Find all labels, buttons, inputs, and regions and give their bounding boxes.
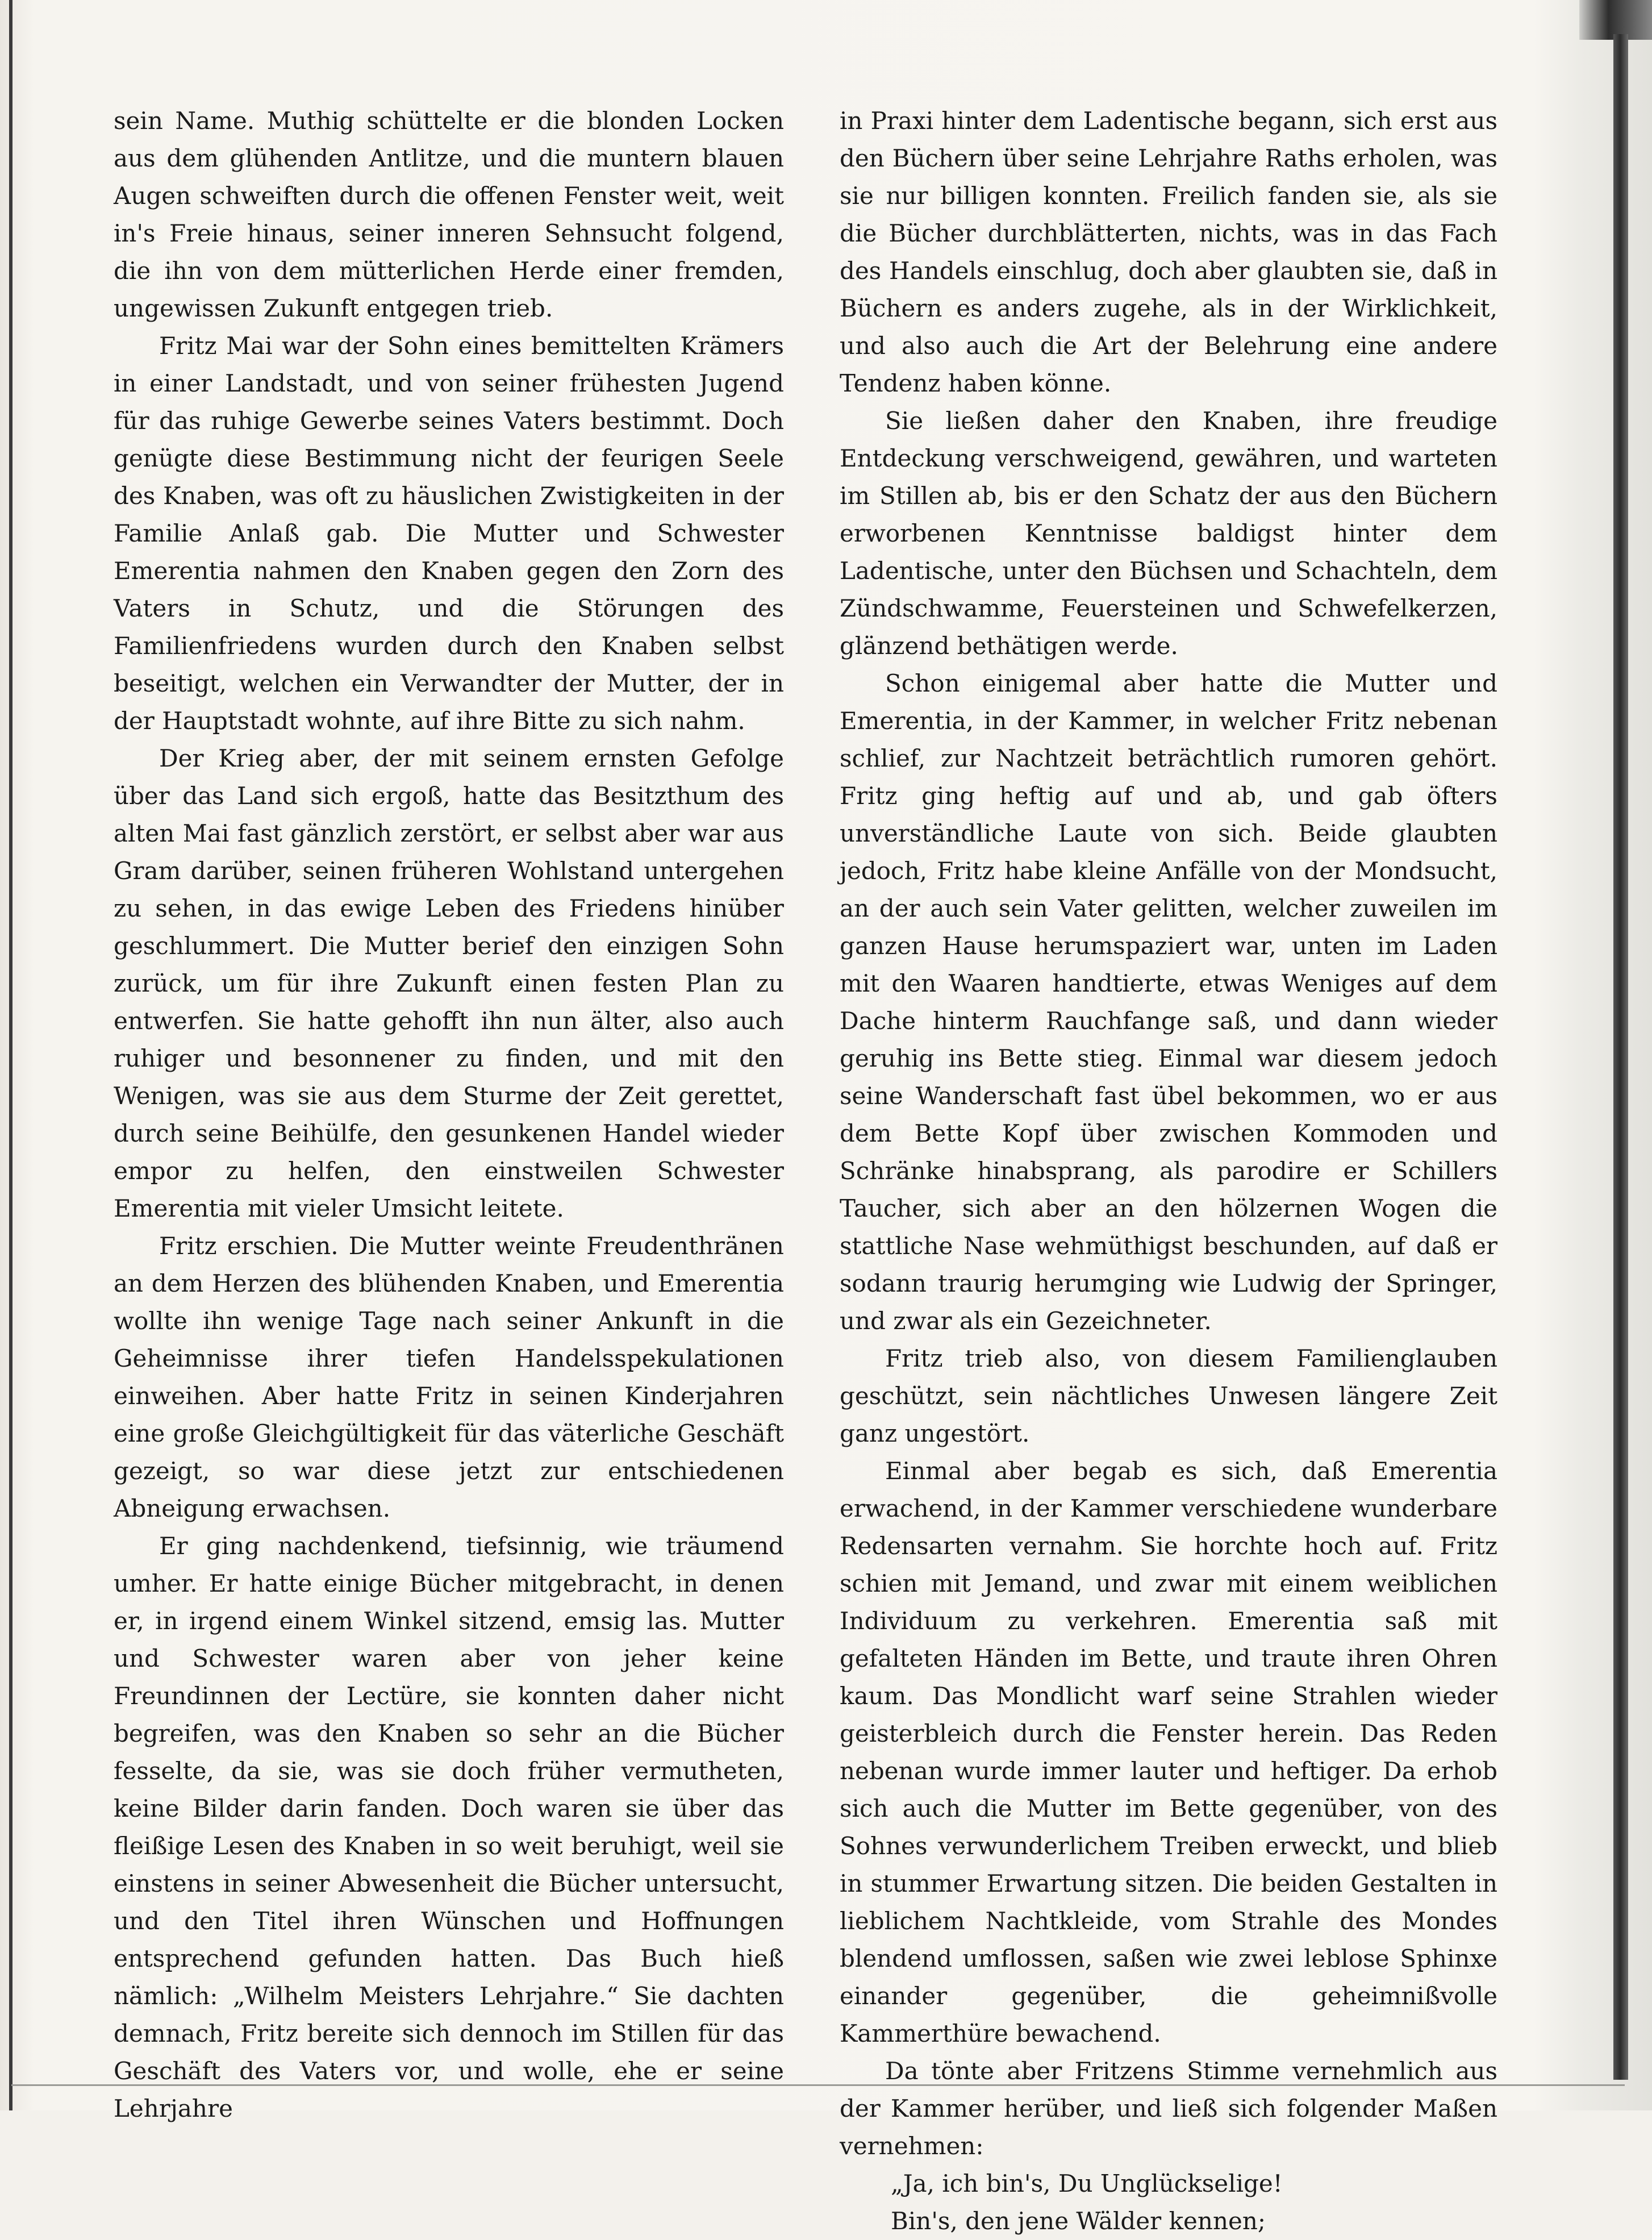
left-text-column: [114, 102, 784, 2127]
paragraph: Fritz erschien. Die Mutter weinte Freudenthränen an dem Herzen des blühenden Knaben, und Emerentia wollte ihn wenige Tage nach seiner Ankunft in die Geheimnisse ihrer tiefen Handelsspekulationen einweihen. Aber hatte Fritz in seinen Kinderjahren eine große Gleichgültigkeit für das väterliche Geschäft gezeigt, so war diese jetzt zur entschiedenen Abneigung erwachsen.: [114, 1232, 784, 1522]
paragraph: Fritz Mai war der Sohn eines bemittelten Krämers in einer Landstadt, und von seiner frühesten Jugend für das ruhige Gewerbe seines Vaters bestimmt. Doch genügte diese Bestimmung nicht der feurigen Seele des Knaben, was oft zu häuslichen Zwistigkeiten in der Familie Anlaß gab. Die Mutter und Schwester Emerentia nahmen den Knaben gegen den Zorn des Vaters in Schutz, und die Störungen des Familienfriedens wurden durch den Knaben selbst beseitigt, welchen ein Verwandter der Mutter, der in der Hauptstadt wohnte, auf ihre Bitte zu sich nahm.: [114, 332, 784, 735]
paragraph: Einmal aber begab es sich, daß Emerentia erwachend, in der Kammer verschiedene wunderbare Redensarten vernahm. Sie horchte hoch auf. Fritz schien mit Jemand, und zwar mit einem weiblichen Individuum zu verkehren. Emerentia saß mit gefalteten Händen im Bette, und traute ihren Ohren kaum. Das Mondlicht warf seine Strahlen wieder geisterbleich durch die Fenster herein. Das Reden nebenan wurde immer lauter und heftiger. Da erhob sich auch die Mutter im Bette gegenüber, von des Sohnes verwunderlichem Treiben erweckt, und blieb in stummer Erwartung sitzen. Die beiden Gestalten in lieblichem Nachtkleide, vom Strahle des Mondes blendend umflossen, saßen wie zwei leblose Sphinxe einander gegenüber, die geheimnißvolle Kammerthüre bewachend.: [840, 1457, 1497, 2047]
paragraph: Da tönte aber Fritzens Stimme vernehmlich aus der Kammer herüber, und ließ sich folgender Maßen vernehmen:: [840, 2057, 1497, 2160]
paragraph: Sie ließen daher den Knaben, ihre freudige Entdeckung verschweigend, gewähren, und warteten im Stillen ab, bis er den Schatz der aus den Büchern erworbenen Kenntnisse baldigst hinter dem Ladentische, unter den Büchsen und Schachteln, dem Zündschwamme, Feuersteinen und Schwefelkerzen, glänzend bethätigen werde.: [840, 407, 1497, 660]
paragraph: Fritz trieb also, von diesem Familienglauben geschützt, sein nächtliches Unwesen längere Zeit ganz ungestört.: [840, 1344, 1497, 1447]
paragraph: sein Name. Muthig schüttelte er die blonden Locken aus dem glühenden Antlitze, und die muntern blauen Augen schweiften durch die offenen Fenster weit, weit in's Freie hinaus, seiner inneren Sehnsucht folgend, die ihn von dem mütterlichen Herde einer fremden, ungewissen Zukunft entgegen trieb.: [114, 107, 784, 322]
paragraph: Der Krieg aber, der mit seinem ernsten Gefolge über das Land sich ergoß, hatte das Besitzthum des alten Mai fast gänzlich zerstört, er selbst aber war aus Gram darüber, seinen früheren Wohlstand untergehen zu sehen, in das ewige Leben des Friedens hinüber geschlummert. Die Mutter berief den einzigen Sohn zurück, um für ihre Zukunft einen festen Plan zu entwerfen. Sie hatte gehofft ihn nun älter, also auch ruhiger und besonnener zu finden, und mit den Wenigen, was sie aus dem Sturme der Zeit gerettet, durch seine Beihülfe, den gesunkenen Handel wieder empor zu helfen, den einstweilen Schwester Emerentia mit vieler Umsicht leitete.: [114, 744, 784, 1222]
paragraph: Er ging nachdenkend, tiefsinnig, wie träumend umher. Er hatte einige Bücher mitgebracht, in denen er, in irgend einem Winkel sitzend, emsig las. Mutter und Schwester waren aber von jeher keine Freundinnen der Lectüre, sie konnten daher nicht begreifen, was den Knaben so sehr an die Bücher fesselte, da sie, was sie doch früher vermutheten, keine Bilder darin fanden. Doch waren sie über das fleißige Lesen des Knaben in so weit beruhigt, weil sie einstens in seiner Abwesenheit die Bücher untersucht, und den Titel ihren Wünschen und Hoffnungen entsprechend gefunden hatten. Das Buch hieß nämlich: „Wilhelm Meisters Lehrjahre.“ Sie dachten demnach, Fritz bereite sich dennoch im Stillen für das Geschäft des Vaters vor, und wolle, ehe er seine Lehrjahre: [114, 1532, 784, 2122]
left-page-edge: [9, 0, 12, 2110]
right-text-column: [840, 102, 1497, 2240]
right-scan-border: [1613, 34, 1628, 2080]
verse-line: „Ja, ich bin's, Du Unglückselige!: [891, 2170, 1283, 2197]
paragraph: in Praxi hinter dem Ladentische begann, sich erst aus den Büchern über seine Lehrjahre Raths erholen, was sie nur billigen konnten. Freilich fanden sie, als sie die Bücher durchblätterten, nichts, was in das Fach des Handels einschlug, doch aber glaubten sie, daß in Büchern es anders zugehe, als in der Wirklichkeit, und also auch die Art der Belehrung eine andere Tendenz haben könne.: [840, 107, 1497, 397]
paragraph: Schon einigemal aber hatte die Mutter und Emerentia, in der Kammer, in welcher Fritz nebenan schlief, zur Nachtzeit beträchtlich rumoren gehört. Fritz ging heftig auf und ab, und gab öfters unverständliche Laute von sich. Beide glaubten jedoch, Fritz habe kleine Anfälle von der Mondsucht, an der auch sein Vater gelitten, welcher zuweilen im ganzen Hause herumspaziert war, unten im Laden mit den Waaren handtierte, etwas Weniges auf dem Dache hinterm Rauchfange saß, und dann wieder geruhig ins Bette stieg. Einmal war diesem jedoch seine Wanderschaft fast übel bekommen, wo er aus dem Bette Kopf über zwischen Kommoden und Schränke hinabsprang, als parodire er Schillers Taucher, sich aber an den hölzernen Wogen die stattliche Nase wehmüthigst beschunden, auf daß er sodann traurig herumging wie Ludwig der Springer, und zwar als ein Gezeichneter.: [840, 669, 1497, 1335]
verse-line: Bin's, den jene Wälder kennen;: [891, 2207, 1266, 2235]
